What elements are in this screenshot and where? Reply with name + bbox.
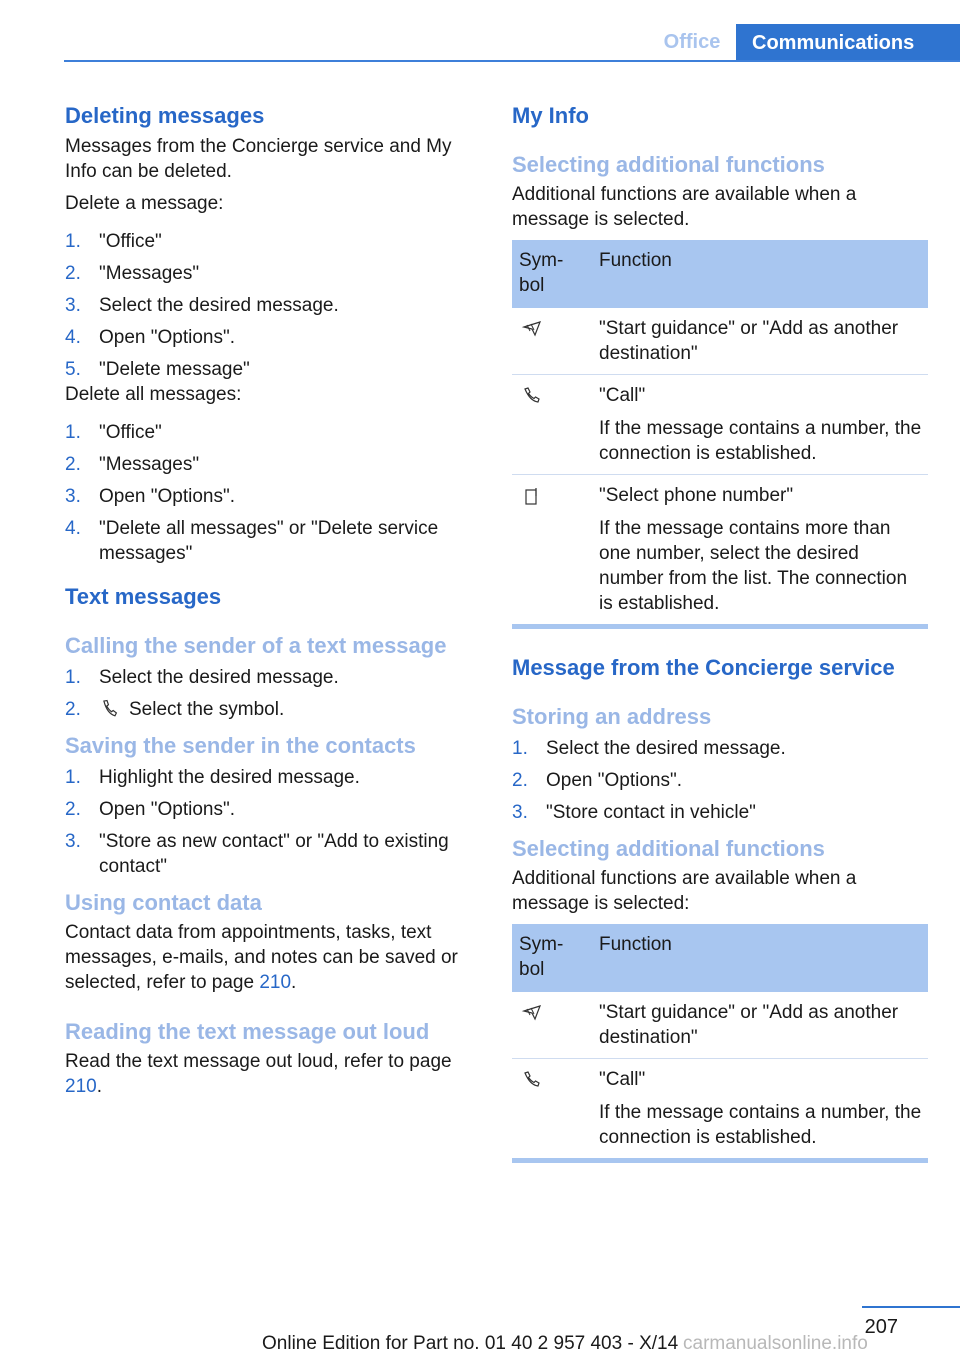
page-link-210[interactable]: 210: [259, 972, 292, 993]
list-item: 2. "Messages": [65, 454, 200, 475]
column-header-function: Function: [592, 240, 928, 308]
phone-icon: [99, 699, 121, 717]
list-item: 1. Highlight the desired message.: [65, 767, 360, 788]
saving-steps: [65, 765, 477, 879]
function-text: "Call": [599, 385, 646, 406]
heading-reading-out-loud: Reading the text message out loud: [65, 1019, 430, 1044]
right-column: [512, 100, 928, 1163]
table-row: [512, 475, 928, 625]
calling-steps: [65, 665, 477, 722]
function-text: "Start guidance" or "Add as another destination": [599, 1002, 899, 1048]
list-item: 4. "Delete all messages" or "Delete service messages": [65, 518, 439, 564]
tab-office[interactable]: Office: [663, 31, 721, 53]
table-row: [512, 308, 928, 375]
page-link-210[interactable]: 210: [65, 1076, 97, 1097]
heading-using-contact-data: Using contact data: [65, 890, 262, 915]
function-description: If the message contains a number, the connection is established.: [599, 418, 922, 464]
navigation-icon: [521, 1003, 543, 1021]
phone-icon: [521, 386, 543, 404]
reading-text: Read the text message out loud, refer to page 210.: [65, 1051, 452, 1097]
left-column: [65, 100, 477, 1099]
watermark: carmanualsonline.info: [683, 1333, 868, 1354]
list-item: 4. Open "Options".: [65, 327, 236, 348]
table-end-rule: [512, 624, 928, 629]
column-header-function: Function: [592, 924, 928, 992]
tab-communications[interactable]: Communications: [736, 24, 960, 62]
delete-all-steps: [65, 420, 477, 566]
list-item: 1. "Office": [65, 422, 162, 443]
footer-rule: [862, 1306, 960, 1308]
page-header: [0, 24, 960, 62]
table-row: [512, 375, 928, 475]
function-description: If the message contains more than one number, select the desired number from the list. The connection is established.: [599, 518, 908, 614]
functions-table: [512, 924, 928, 1158]
column-header-symbol: Sym-bol: [512, 240, 592, 308]
list-item: 3. "Store as new contact" or "Add to existing contact": [65, 831, 449, 877]
table-header-row: [512, 924, 928, 992]
navigation-icon: [521, 319, 543, 337]
function-text: "Start guidance" or "Add as another destination": [599, 318, 899, 364]
heading-selecting-additional-functions: Selecting additional functions: [512, 836, 825, 861]
function-text: "Select phone number": [599, 485, 794, 506]
function-description: If the message contains a number, the connection is established.: [599, 1102, 922, 1148]
additional-functions-text: Additional functions are available when a message is selected:: [512, 868, 857, 914]
heading-storing-address: Storing an address: [512, 704, 712, 729]
column-header-symbol: Sym-bol: [512, 924, 592, 992]
table-end-rule: [512, 1158, 928, 1163]
list-item: 1. Select the desired message.: [65, 667, 339, 688]
list-item: 3. Open "Options".: [65, 486, 236, 507]
delete-one-steps: [65, 229, 477, 382]
heading-saving-sender: Saving the sender in the contacts: [65, 733, 416, 758]
list-item: 3. Select the desired message.: [65, 295, 339, 316]
table-row: [512, 1059, 928, 1159]
list-item: 2. Open "Options".: [65, 799, 236, 820]
phone-icon: [521, 1070, 543, 1088]
heading-calling-sender: Calling the sender of a text message: [65, 633, 447, 658]
delete-all-label: Delete all messages:: [65, 384, 242, 405]
list-item: 1. Select the desired message.: [512, 738, 786, 759]
list-item: 5. "Delete message": [65, 359, 250, 380]
heading-selecting-additional-functions: Selecting additional functions: [512, 152, 825, 177]
table-row: [512, 992, 928, 1059]
header-rule: [64, 60, 960, 62]
contact-data-text: Contact data from appointments, tasks, text messages, e-mails, and notes can be saved or selected, refer to page 210.: [65, 922, 458, 993]
heading-my-info: My Info: [512, 103, 589, 128]
table-header-row: [512, 240, 928, 308]
heading-concierge-message: Message from the Concierge service: [512, 655, 895, 680]
edition-text: Online Edition for Part no. 01 40 2 957 403 - X/14: [262, 1333, 679, 1354]
mobile-phone-icon: [521, 486, 543, 506]
heading-deleting-messages: Deleting messages: [65, 103, 265, 128]
list-item: 3. "Store contact in vehicle": [512, 802, 756, 823]
additional-functions-text: Additional functions are available when a message is selected.: [512, 184, 857, 230]
heading-text-messages: Text messages: [65, 584, 222, 609]
list-item: 2. "Messages": [65, 263, 200, 284]
storing-steps: [512, 736, 928, 825]
delete-one-label: Delete a message:: [65, 193, 224, 214]
list-item: 1. "Office": [65, 231, 162, 252]
functions-table: [512, 240, 928, 624]
page-number: 207: [864, 1316, 898, 1338]
list-item: 2. Select the symbol.: [65, 699, 285, 720]
deleting-intro: Messages from the Concierge service and My Info can be deleted.: [65, 136, 452, 182]
list-item: 2. Open "Options".: [512, 770, 683, 791]
function-text: "Call": [599, 1069, 646, 1090]
